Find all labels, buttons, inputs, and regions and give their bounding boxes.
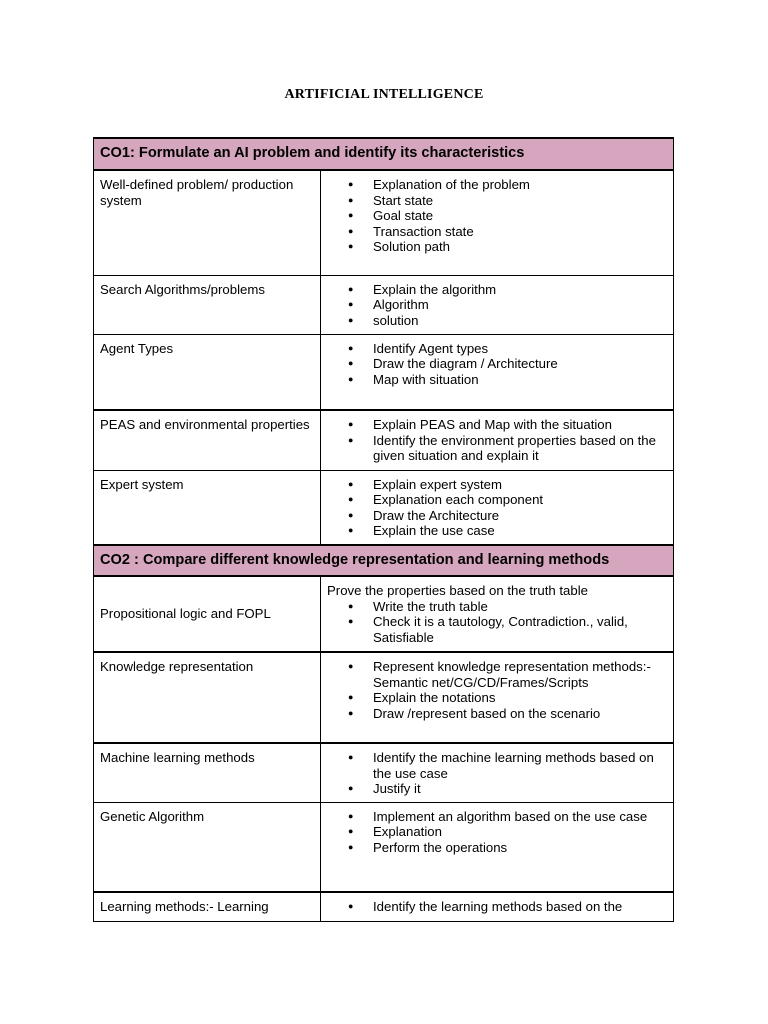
topic-cell: Well-defined problem/ production system — [94, 170, 321, 275]
list-item: ● Justify it — [373, 781, 667, 797]
page-title: ARTIFICIAL INTELLIGENCE — [284, 87, 484, 102]
list-item: ● Write the truth table — [373, 599, 667, 615]
co2-heading: CO2 : Compare different knowledge representation and learning methods — [94, 545, 674, 576]
lead-text: Prove the properties based on the truth table — [327, 583, 588, 598]
bullet-list — [327, 177, 667, 255]
table-row — [94, 576, 674, 652]
table-row — [94, 652, 674, 743]
list-item: ● Explain the notations — [373, 690, 667, 706]
topic-cell: PEAS and environmental properties — [94, 410, 321, 470]
bullet-list — [327, 750, 667, 797]
list-item: ● Explanation of the problem — [373, 177, 667, 193]
topic-cell: Learning methods:- Learning — [94, 892, 321, 921]
list-item: ● solution — [373, 313, 667, 329]
topic-cell: Expert system — [94, 470, 321, 545]
list-item: ● Check it is a tautology, Contradiction., valid, Satisfiable — [373, 614, 667, 645]
points-cell — [321, 170, 674, 275]
bullet-list — [327, 809, 667, 856]
topic-cell: Machine learning methods — [94, 743, 321, 802]
table-row — [94, 802, 674, 892]
points-cell — [321, 802, 674, 892]
bullet-list — [327, 477, 667, 539]
topic-cell: Search Algorithms/problems — [94, 275, 321, 334]
table-row — [94, 743, 674, 802]
list-item: ● Implement an algorithm based on the use case — [373, 809, 667, 825]
list-item: ● Explanation — [373, 824, 667, 840]
list-item: ● Solution path — [373, 239, 667, 255]
list-item: ● Map with situation — [373, 372, 667, 388]
bullet-list — [327, 417, 667, 464]
points-cell — [321, 470, 674, 545]
points-cell — [321, 576, 674, 652]
bullet-list — [327, 659, 667, 721]
topic-cell: Propositional logic and FOPL — [94, 576, 321, 652]
topic-cell: Knowledge representation — [94, 652, 321, 743]
table-row — [94, 275, 674, 334]
topic-cell: Agent Types — [94, 334, 321, 410]
co1-heading: CO1: Formulate an AI problem and identify its characteristics — [94, 138, 674, 170]
bullet-list — [327, 899, 667, 915]
bullet-list — [327, 341, 667, 388]
points-cell — [321, 275, 674, 334]
points-cell — [321, 743, 674, 802]
list-item: ● Explain the algorithm — [373, 282, 667, 298]
list-item: ● Explanation each component — [373, 492, 667, 508]
list-item: ● Goal state — [373, 208, 667, 224]
list-item: ● Perform the operations — [373, 840, 667, 856]
points-cell — [321, 410, 674, 470]
list-item: ● Identify the environment properties based on the given situation and explain it — [373, 433, 667, 464]
list-item: ● Represent knowledge representation methods:- Semantic net/CG/CD/Frames/Scripts — [373, 659, 667, 690]
list-item: ● Explain PEAS and Map with the situation — [373, 417, 667, 433]
list-item: ● Identify Agent types — [373, 341, 667, 357]
points-cell — [321, 334, 674, 410]
points-cell — [321, 652, 674, 743]
points-cell — [321, 892, 674, 921]
list-item: ● Identify the learning methods based on the — [373, 899, 667, 915]
list-item: ● Algorithm — [373, 297, 667, 313]
list-item: ● Identify the machine learning methods based on the use case — [373, 750, 667, 781]
bullet-list — [327, 282, 667, 329]
list-item: ● Transaction state — [373, 224, 667, 240]
topic-cell: Genetic Algorithm — [94, 802, 321, 892]
list-item: ● Draw /represent based on the scenario — [373, 706, 667, 722]
co2-header-row — [94, 545, 674, 576]
list-item: ● Explain expert system — [373, 477, 667, 493]
list-item: ● Explain the use case — [373, 523, 667, 539]
list-item: ● Start state — [373, 193, 667, 209]
list-item: ● Draw the diagram / Architecture — [373, 356, 667, 372]
bullet-list — [327, 599, 667, 646]
list-item: ● Draw the Architecture — [373, 508, 667, 524]
table-row — [94, 892, 674, 921]
co1-header-row — [94, 138, 674, 170]
table-row — [94, 470, 674, 545]
table-row — [94, 334, 674, 410]
table-row — [94, 410, 674, 470]
course-outcome-table — [93, 137, 674, 922]
table-row — [94, 170, 674, 275]
